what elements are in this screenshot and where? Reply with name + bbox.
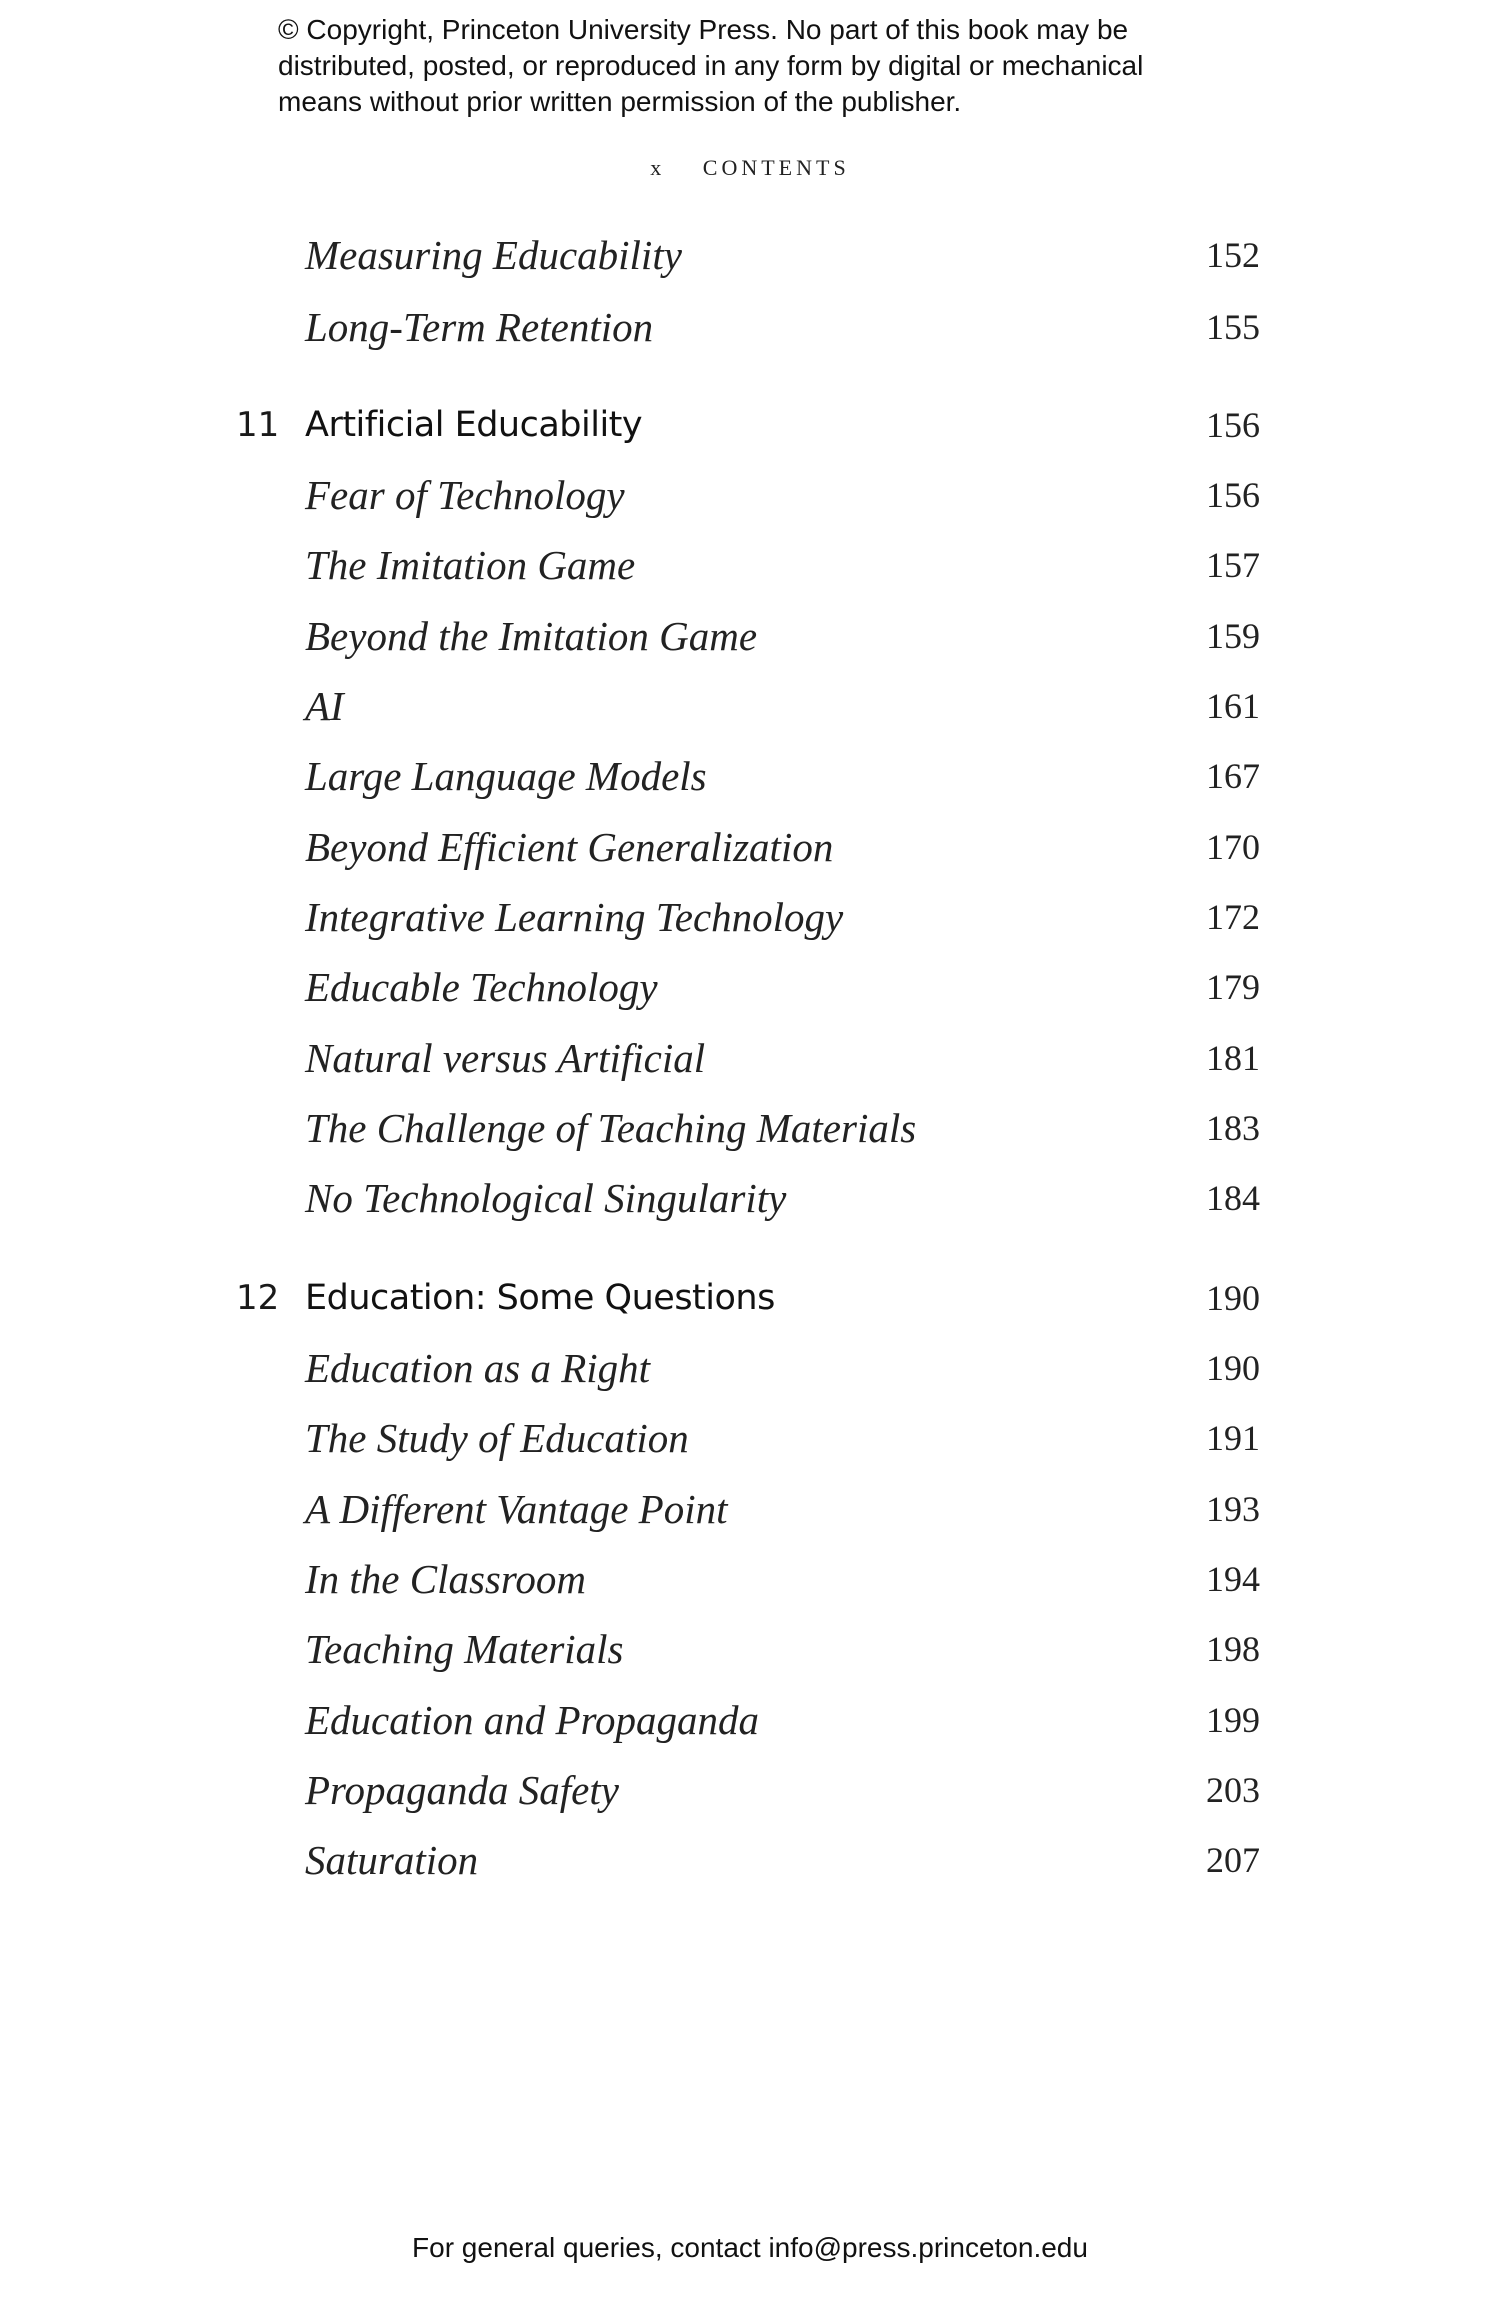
page-number: 167 [1206,756,1260,796]
toc-section-entry [0,292,1500,362]
page-number: 207 [1206,1840,1260,1880]
page-number: 198 [1206,1629,1260,1669]
copyright-notice [278,12,1278,120]
chapter-title: Artificial Educability [305,405,643,445]
section-title: The Challenge of Teaching Materials [305,1105,917,1151]
chapter-number: 12 [236,1278,280,1318]
page-number: 193 [1206,1489,1260,1529]
page-number: 181 [1206,1038,1260,1078]
running-head [0,155,1500,181]
section-title: Propaganda Safety [305,1767,619,1813]
toc-section-entry [0,882,1500,952]
toc-chapter-entry [0,390,1500,460]
toc-section-entry [0,1333,1500,1403]
page-folio: x [650,155,666,180]
page-number: 156 [1206,405,1260,445]
page-number: 170 [1206,827,1260,867]
section-title: The Study of Education [305,1415,689,1461]
section-title: Large Language Models [305,753,707,799]
section-title: Education and Propaganda [305,1697,760,1743]
section-title: AI [305,683,344,729]
page-number: 159 [1206,616,1260,656]
section-title: Teaching Materials [305,1626,624,1672]
toc-section-entry [0,1544,1500,1614]
footer-contact: For general queries, contact info@press.princeton.edu [412,2232,1088,2263]
page-number: 161 [1206,686,1260,726]
section-title: Educable Technology [305,964,658,1010]
toc-section-entry [0,1093,1500,1163]
section-title: The Imitation Game [305,542,636,588]
page-number: 190 [1206,1348,1260,1388]
page-number: 183 [1206,1108,1260,1148]
chapter-title: Education: Some Questions [305,1278,775,1318]
toc-section-entry [0,741,1500,811]
page-number: 179 [1206,967,1260,1007]
toc-section-entry [0,1685,1500,1755]
toc-section-entry [0,1403,1500,1473]
section-title: Saturation [305,1837,479,1883]
toc-section-entry [0,1614,1500,1684]
page-number: 155 [1206,307,1260,347]
section-title: No Technological Singularity [305,1175,787,1221]
toc-section-entry [0,1474,1500,1544]
toc-section-entry [0,1755,1500,1825]
page-number: 194 [1206,1559,1260,1599]
page-number: 152 [1206,235,1260,275]
page-number: 172 [1206,897,1260,937]
running-head-title: CONTENTS [702,155,850,180]
page-number: 184 [1206,1178,1260,1218]
section-title: Education as a Right [305,1345,651,1391]
copyright-line: distributed, posted, or reproduced in any form by digital or mechanical [278,50,1144,81]
section-title: A Different Vantage Point [305,1486,728,1532]
toc-chapter-entry [0,1263,1500,1333]
toc-section-entry [0,460,1500,530]
toc-section-entry [0,530,1500,600]
section-title: In the Classroom [305,1556,586,1602]
toc-section-entry [0,952,1500,1022]
section-title: Integrative Learning Technology [305,894,844,940]
page-number: 191 [1206,1418,1260,1458]
toc-section-entry [0,1825,1500,1895]
toc-section-entry [0,671,1500,741]
copyright-line: © Copyright, Princeton University Press. No part of this book may be [278,14,1129,45]
toc-section-entry [0,220,1500,290]
page-number: 203 [1206,1770,1260,1810]
section-title: Measuring Educability [305,232,682,278]
section-title: Long-Term Retention [305,304,654,350]
copyright-line: means without prior written permission of the publisher. [278,86,962,117]
toc-section-entry [0,1163,1500,1233]
toc-section-entry [0,1023,1500,1093]
page-number: 190 [1206,1278,1260,1318]
toc-section-entry [0,601,1500,671]
toc-section-entry [0,812,1500,882]
section-title: Natural versus Artificial [305,1035,706,1081]
chapter-number: 11 [236,405,280,445]
section-title: Beyond Efficient Generalization [305,824,834,870]
page-number: 156 [1206,475,1260,515]
page-number: 157 [1206,545,1260,585]
section-title: Beyond the Imitation Game [305,613,758,659]
section-title: Fear of Technology [305,472,625,518]
page-number: 199 [1206,1700,1260,1740]
